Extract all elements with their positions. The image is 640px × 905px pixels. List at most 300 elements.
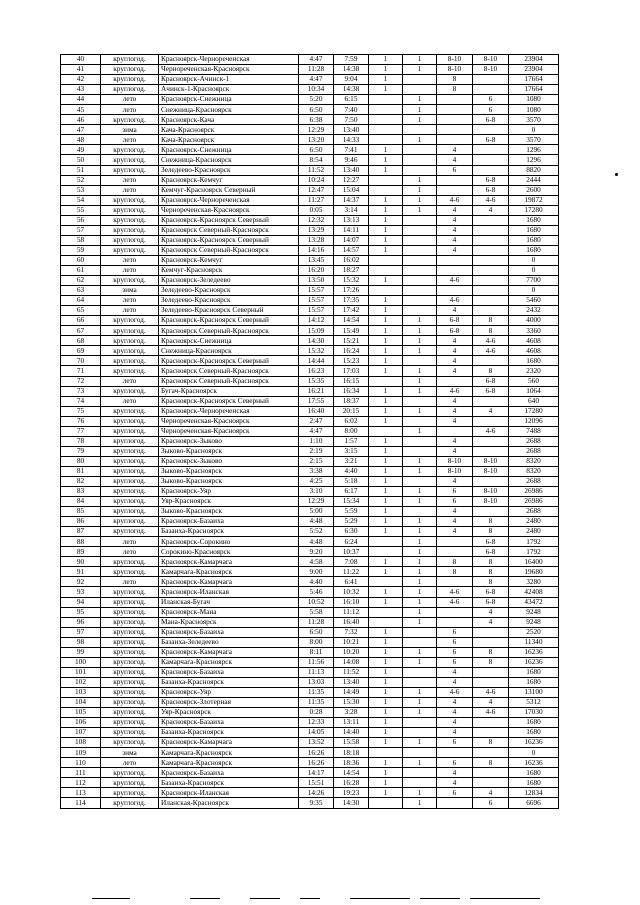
train-number-cell: 91: [61, 567, 101, 577]
arrival-cell: 16:40: [334, 617, 369, 627]
cars-a-cell: [369, 607, 403, 617]
km-cell: 23904: [509, 65, 559, 75]
table-row: [61, 115, 559, 125]
table-row: [61, 406, 559, 416]
cars-a-cell: 1: [369, 396, 403, 406]
freq-b-cell: [473, 728, 509, 738]
route-cell: Зеледеево-Красноярск: [159, 296, 299, 306]
freq-a-cell: [437, 185, 473, 195]
freq-b-cell: 4: [473, 788, 509, 798]
freq-a-cell: 4: [437, 527, 473, 537]
cars-b-cell: 1: [403, 326, 437, 336]
km-cell: 16236: [509, 657, 559, 667]
departure-cell: 11:27: [299, 195, 334, 205]
table-row: [61, 195, 559, 205]
freq-a-cell: [437, 537, 473, 547]
train-number-cell: 46: [61, 115, 101, 125]
period-cell: круглогод.: [101, 55, 159, 65]
cars-b-cell: 1: [403, 758, 437, 768]
period-cell: круглогод.: [101, 456, 159, 466]
cars-a-cell: 1: [369, 336, 403, 346]
departure-cell: 4:25: [299, 476, 334, 486]
arrival-cell: 14:07: [334, 235, 369, 245]
departure-cell: 16:20: [299, 265, 334, 275]
train-number-cell: 41: [61, 65, 101, 75]
freq-a-cell: 4-6: [437, 276, 473, 286]
departure-cell: 4:48: [299, 537, 334, 547]
cars-a-cell: 1: [369, 507, 403, 517]
cars-b-cell: [403, 768, 437, 778]
departure-cell: 3:10: [299, 487, 334, 497]
arrival-cell: 16:28: [334, 778, 369, 788]
train-number-cell: 85: [61, 507, 101, 517]
freq-a-cell: 4-6: [437, 296, 473, 306]
departure-cell: 9:35: [299, 798, 334, 808]
freq-b-cell: 6-8: [473, 587, 509, 597]
cars-b-cell: 1: [403, 466, 437, 476]
departure-cell: 13:20: [299, 135, 334, 145]
cars-a-cell: [369, 547, 403, 557]
train-number-cell: 68: [61, 336, 101, 346]
freq-b-cell: 8: [473, 758, 509, 768]
cars-b-cell: 1: [403, 708, 437, 718]
km-cell: 0: [509, 255, 559, 265]
cars-a-cell: [369, 125, 403, 135]
freq-b-cell: 4-6: [473, 687, 509, 697]
route-cell: Базаиха-Красноярск: [159, 778, 299, 788]
period-cell: лето: [101, 306, 159, 316]
period-cell: круглогод.: [101, 416, 159, 426]
train-number-cell: 98: [61, 637, 101, 647]
period-cell: лето: [101, 396, 159, 406]
train-number-cell: 71: [61, 366, 101, 376]
footer-rule: [350, 898, 410, 899]
table-row: [61, 798, 559, 808]
km-cell: 2320: [509, 366, 559, 376]
cars-a-cell: 1: [369, 386, 403, 396]
cars-b-cell: [403, 215, 437, 225]
freq-a-cell: 4: [437, 336, 473, 346]
route-cell: Зыково-Красноярск: [159, 446, 299, 456]
cars-a-cell: 1: [369, 738, 403, 748]
period-cell: круглогод.: [101, 386, 159, 396]
train-number-cell: 79: [61, 446, 101, 456]
freq-b-cell: 4: [473, 607, 509, 617]
cars-a-cell: 1: [369, 215, 403, 225]
departure-cell: 15:51: [299, 778, 334, 788]
departure-cell: 17:55: [299, 396, 334, 406]
departure-cell: 11:52: [299, 165, 334, 175]
departure-cell: 16:21: [299, 386, 334, 396]
period-cell: круглогод.: [101, 245, 159, 255]
arrival-cell: 14:54: [334, 316, 369, 326]
route-cell: Снежница-Красноярск: [159, 105, 299, 115]
freq-b-cell: [473, 718, 509, 728]
departure-cell: 12:33: [299, 718, 334, 728]
period-cell: круглогод.: [101, 527, 159, 537]
km-cell: 16236: [509, 738, 559, 748]
route-cell: Кемчуг-Красноярск Северный: [159, 185, 299, 195]
km-cell: 1680: [509, 677, 559, 687]
freq-b-cell: [473, 627, 509, 637]
km-cell: 8820: [509, 165, 559, 175]
table-row: [61, 135, 559, 145]
period-cell: круглогод.: [101, 607, 159, 617]
freq-a-cell: 4-6: [437, 597, 473, 607]
table-row: [61, 446, 559, 456]
train-number-cell: 52: [61, 175, 101, 185]
cars-b-cell: 1: [403, 195, 437, 205]
train-number-cell: 53: [61, 185, 101, 195]
freq-a-cell: 4: [437, 406, 473, 416]
freq-a-cell: 8-10: [437, 65, 473, 75]
km-cell: 0: [509, 265, 559, 275]
cars-a-cell: 1: [369, 698, 403, 708]
freq-a-cell: 4: [437, 698, 473, 708]
arrival-cell: 6:24: [334, 537, 369, 547]
freq-a-cell: 6: [437, 758, 473, 768]
km-cell: 7700: [509, 276, 559, 286]
table-row: [61, 547, 559, 557]
cars-a-cell: 1: [369, 276, 403, 286]
freq-b-cell: [473, 476, 509, 486]
freq-b-cell: [473, 677, 509, 687]
freq-b-cell: 4-6: [473, 346, 509, 356]
departure-cell: 8:54: [299, 155, 334, 165]
footer-rule: [250, 898, 280, 899]
freq-b-cell: [473, 436, 509, 446]
cars-a-cell: 1: [369, 65, 403, 75]
freq-a-cell: 4-6: [437, 195, 473, 205]
departure-cell: 13:52: [299, 738, 334, 748]
route-cell: Красноярск-Кемчуг: [159, 175, 299, 185]
freq-a-cell: 4: [437, 667, 473, 677]
cars-a-cell: 1: [369, 326, 403, 336]
arrival-cell: 20:15: [334, 406, 369, 416]
departure-cell: 16:40: [299, 406, 334, 416]
period-cell: круглогод.: [101, 205, 159, 215]
train-number-cell: 75: [61, 406, 101, 416]
table-row: [61, 657, 559, 667]
cars-a-cell: 1: [369, 788, 403, 798]
km-cell: 17280: [509, 406, 559, 416]
table-row: [61, 185, 559, 195]
route-cell: Красноярск-Чернореченская: [159, 195, 299, 205]
footer-rule: [300, 898, 320, 899]
cars-a-cell: 1: [369, 597, 403, 607]
cars-a-cell: 1: [369, 708, 403, 718]
km-cell: 8320: [509, 456, 559, 466]
route-cell: Красноярск-Базаиха: [159, 718, 299, 728]
freq-b-cell: [473, 306, 509, 316]
km-cell: 2444: [509, 175, 559, 185]
cars-a-cell: 1: [369, 718, 403, 728]
train-number-cell: 59: [61, 245, 101, 255]
freq-a-cell: 6: [437, 627, 473, 637]
freq-b-cell: 6-8: [473, 115, 509, 125]
km-cell: 7488: [509, 426, 559, 436]
freq-a-cell: 6: [437, 738, 473, 748]
freq-a-cell: [437, 175, 473, 185]
cars-a-cell: [369, 748, 403, 758]
period-cell: круглогод.: [101, 165, 159, 175]
cars-a-cell: 1: [369, 235, 403, 245]
table-row: [61, 597, 559, 607]
table-row: [61, 296, 559, 306]
table-row: [61, 215, 559, 225]
freq-b-cell: [473, 296, 509, 306]
route-cell: Красноярск-Чернореченская: [159, 55, 299, 65]
train-number-cell: 64: [61, 296, 101, 306]
route-cell: Базаиха-Красноярск: [159, 677, 299, 687]
period-cell: круглогод.: [101, 798, 159, 808]
km-cell: 4000: [509, 316, 559, 326]
period-cell: круглогод.: [101, 728, 159, 738]
cars-a-cell: 1: [369, 306, 403, 316]
freq-b-cell: 6-8: [473, 376, 509, 386]
departure-cell: 0:28: [299, 708, 334, 718]
cars-b-cell: [403, 265, 437, 275]
freq-b-cell: [473, 145, 509, 155]
train-number-cell: 44: [61, 95, 101, 105]
route-cell: Красноярск-Базаиха: [159, 768, 299, 778]
km-cell: 3280: [509, 577, 559, 587]
route-cell: Красноярск Северный-Красноярск: [159, 376, 299, 386]
freq-a-cell: [437, 105, 473, 115]
cars-a-cell: [369, 577, 403, 587]
period-cell: круглогод.: [101, 487, 159, 497]
freq-a-cell: [437, 265, 473, 275]
train-number-cell: 47: [61, 125, 101, 135]
arrival-cell: 14:30: [334, 798, 369, 808]
period-cell: круглогод.: [101, 597, 159, 607]
cars-b-cell: [403, 296, 437, 306]
arrival-cell: 14:11: [334, 225, 369, 235]
cars-a-cell: 1: [369, 316, 403, 326]
route-cell: Красноярск-Базаиха: [159, 517, 299, 527]
freq-a-cell: 8-10: [437, 456, 473, 466]
cars-a-cell: 1: [369, 778, 403, 788]
cars-b-cell: [403, 718, 437, 728]
departure-cell: 12:29: [299, 125, 334, 135]
freq-b-cell: 6-8: [473, 597, 509, 607]
route-cell: Красноярск-Злотерная: [159, 698, 299, 708]
route-cell: Красноярск Северный-Красноярск: [159, 245, 299, 255]
freq-a-cell: 4: [437, 728, 473, 738]
km-cell: 12834: [509, 788, 559, 798]
table-row: [61, 65, 559, 75]
freq-a-cell: 8: [437, 567, 473, 577]
table-row: [61, 567, 559, 577]
period-cell: круглогод.: [101, 326, 159, 336]
freq-a-cell: 8: [437, 557, 473, 567]
departure-cell: 9:20: [299, 547, 334, 557]
train-number-cell: 70: [61, 356, 101, 366]
cars-a-cell: 1: [369, 687, 403, 697]
km-cell: 17030: [509, 708, 559, 718]
cars-b-cell: 1: [403, 788, 437, 798]
train-number-cell: 107: [61, 728, 101, 738]
departure-cell: 2:15: [299, 456, 334, 466]
freq-a-cell: 4: [437, 768, 473, 778]
table-row: [61, 587, 559, 597]
arrival-cell: 7:08: [334, 557, 369, 567]
arrival-cell: 9:04: [334, 75, 369, 85]
period-cell: круглогод.: [101, 466, 159, 476]
route-cell: Иланская-Бугач: [159, 597, 299, 607]
route-cell: Красноярск-Сорокино: [159, 537, 299, 547]
cars-b-cell: 1: [403, 95, 437, 105]
arrival-cell: 17:35: [334, 296, 369, 306]
cars-b-cell: [403, 396, 437, 406]
departure-cell: 11:28: [299, 65, 334, 75]
arrival-cell: 19:23: [334, 788, 369, 798]
departure-cell: 13:03: [299, 677, 334, 687]
period-cell: лето: [101, 265, 159, 275]
freq-b-cell: 4: [473, 698, 509, 708]
table-row: [61, 386, 559, 396]
freq-a-cell: [437, 135, 473, 145]
km-cell: 2688: [509, 476, 559, 486]
arrival-cell: 5:29: [334, 517, 369, 527]
table-row: [61, 708, 559, 718]
km-cell: 560: [509, 376, 559, 386]
cars-a-cell: 1: [369, 758, 403, 768]
table-row: [61, 175, 559, 185]
cars-a-cell: 1: [369, 677, 403, 687]
freq-b-cell: 4-6: [473, 708, 509, 718]
train-number-cell: 72: [61, 376, 101, 386]
departure-cell: 11:13: [299, 667, 334, 677]
departure-cell: 15:57: [299, 296, 334, 306]
cars-a-cell: [369, 255, 403, 265]
table-row: [61, 677, 559, 687]
train-number-cell: 60: [61, 255, 101, 265]
table-row: [61, 95, 559, 105]
km-cell: 2480: [509, 527, 559, 537]
table-row: [61, 627, 559, 637]
train-number-cell: 81: [61, 466, 101, 476]
freq-a-cell: [437, 255, 473, 265]
period-cell: круглогод.: [101, 507, 159, 517]
cars-b-cell: [403, 416, 437, 426]
arrival-cell: 14:57: [334, 245, 369, 255]
freq-b-cell: [473, 225, 509, 235]
table-row: [61, 245, 559, 255]
route-cell: Красноярск-Зеледеево: [159, 276, 299, 286]
departure-cell: 15:57: [299, 306, 334, 316]
cars-b-cell: [403, 677, 437, 687]
route-cell: Красноярск-Красноярск Северный: [159, 316, 299, 326]
route-cell: Сорокино-Красноярск: [159, 547, 299, 557]
freq-a-cell: 6-8: [437, 326, 473, 336]
arrival-cell: 18:37: [334, 396, 369, 406]
arrival-cell: 7:32: [334, 627, 369, 637]
train-number-cell: 110: [61, 758, 101, 768]
freq-a-cell: [437, 95, 473, 105]
arrival-cell: 11:52: [334, 667, 369, 677]
km-cell: 1680: [509, 778, 559, 788]
train-number-cell: 77: [61, 426, 101, 436]
period-cell: лето: [101, 95, 159, 105]
cars-a-cell: 1: [369, 497, 403, 507]
period-cell: круглогод.: [101, 356, 159, 366]
route-cell: Иланская-Красноярск: [159, 798, 299, 808]
freq-a-cell: 6: [437, 487, 473, 497]
freq-a-cell: 4-6: [437, 587, 473, 597]
arrival-cell: 17:26: [334, 286, 369, 296]
table-row: [61, 336, 559, 346]
arrival-cell: 15:32: [334, 276, 369, 286]
period-cell: круглогод.: [101, 426, 159, 436]
freq-b-cell: [473, 276, 509, 286]
cars-b-cell: 1: [403, 386, 437, 396]
cars-b-cell: 1: [403, 316, 437, 326]
km-cell: 16236: [509, 647, 559, 657]
arrival-cell: 5:18: [334, 476, 369, 486]
freq-b-cell: 6-8: [473, 175, 509, 185]
train-number-cell: 109: [61, 748, 101, 758]
freq-a-cell: 6: [437, 497, 473, 507]
cars-a-cell: 1: [369, 657, 403, 667]
km-cell: 3570: [509, 115, 559, 125]
route-cell: Базаиха-Красноярск: [159, 527, 299, 537]
train-number-cell: 84: [61, 497, 101, 507]
period-cell: круглогод.: [101, 446, 159, 456]
cars-a-cell: 1: [369, 637, 403, 647]
period-cell: круглогод.: [101, 406, 159, 416]
km-cell: 1680: [509, 728, 559, 738]
table-row: [61, 356, 559, 366]
route-cell: Красноярск Северный-Красноярск: [159, 326, 299, 336]
freq-b-cell: [473, 165, 509, 175]
freq-b-cell: 8: [473, 527, 509, 537]
period-cell: круглогод.: [101, 567, 159, 577]
km-cell: 19680: [509, 567, 559, 577]
departure-cell: 6:50: [299, 105, 334, 115]
arrival-cell: 3:28: [334, 708, 369, 718]
schedule-table-body: [61, 55, 559, 809]
freq-a-cell: [437, 547, 473, 557]
cars-b-cell: [403, 667, 437, 677]
train-number-cell: 93: [61, 587, 101, 597]
departure-cell: 10:52: [299, 597, 334, 607]
departure-cell: 14:05: [299, 728, 334, 738]
train-number-cell: 106: [61, 718, 101, 728]
table-row: [61, 125, 559, 135]
table-row: [61, 396, 559, 406]
arrival-cell: 15:04: [334, 185, 369, 195]
km-cell: 2688: [509, 507, 559, 517]
freq-b-cell: 6: [473, 798, 509, 808]
cars-a-cell: 1: [369, 225, 403, 235]
departure-cell: 14:30: [299, 336, 334, 346]
arrival-cell: 14:37: [334, 195, 369, 205]
freq-b-cell: 4: [473, 406, 509, 416]
route-cell: Красноярск Северный-Красноярск: [159, 366, 299, 376]
freq-b-cell: [473, 155, 509, 165]
route-cell: Кача-Красноярск: [159, 125, 299, 135]
cars-b-cell: 1: [403, 105, 437, 115]
km-cell: 2688: [509, 446, 559, 456]
cars-b-cell: 1: [403, 55, 437, 65]
table-row: [61, 416, 559, 426]
km-cell: 1680: [509, 215, 559, 225]
train-number-cell: 97: [61, 627, 101, 637]
freq-b-cell: [473, 768, 509, 778]
arrival-cell: 18:18: [334, 748, 369, 758]
route-cell: Зеледеево-Красноярск: [159, 286, 299, 296]
